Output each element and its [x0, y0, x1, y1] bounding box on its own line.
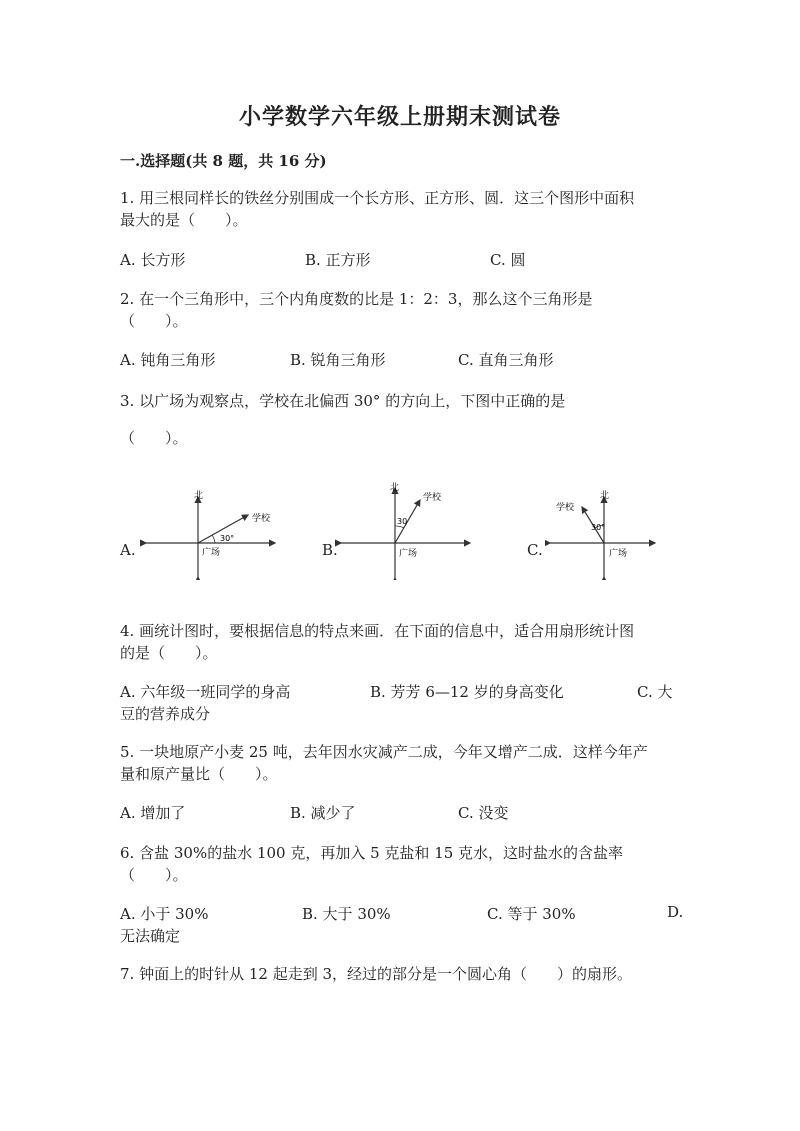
question-1-line-2: 最大的是（ ）。	[120, 211, 248, 229]
north-label: 北	[194, 491, 204, 501]
q2-option-a[interactable]: A. 钝角三角形	[120, 351, 216, 369]
question-5-line-2: 量和原产量比（ ）。	[120, 765, 278, 783]
square-label: 广场	[399, 549, 418, 559]
q3-option-b[interactable]: B.	[322, 541, 338, 559]
q5-option-b[interactable]: B. 减少了	[290, 804, 356, 822]
q3-diagram-c	[545, 485, 660, 580]
q3-option-c[interactable]: C.	[527, 541, 543, 559]
q5-option-a[interactable]: A. 增加了	[120, 804, 186, 822]
question-4-line-1: 4. 画统计图时，要根据信息的特点来画．在下面的信息中，适合用扇形统计图	[120, 622, 635, 640]
q3-option-a[interactable]: A.	[120, 541, 136, 559]
q4-option-c-continued: 豆的营养成分	[120, 705, 211, 723]
q6-option-d[interactable]: D.	[667, 903, 684, 921]
school-label: 学校	[556, 503, 575, 513]
question-5-line-1: 5. 一块地原产小麦 25 吨，去年因水灾减产二成，今年又增产二成．这样今年产	[120, 743, 648, 761]
q6-option-b[interactable]: B. 大于 30%	[302, 905, 391, 923]
question-7-line-1: 7. 钟面上的时针从 12 起走到 3，经过的部分是一个圆心角（ ）的扇形。	[120, 965, 633, 983]
school-label: 学校	[252, 514, 271, 524]
q3-diagram-a	[140, 485, 280, 580]
question-3-line-1: 3. 以广场为观察点，学校在北偏西 30° 的方向上，下图中正确的是	[120, 392, 566, 410]
question-2-line-1: 2. 在一个三角形中，三个内角度数的比是 1：2：3，那么这个三角形是	[120, 290, 593, 308]
angle-label: 30°	[591, 523, 606, 532]
square-label: 广场	[609, 549, 628, 559]
question-2-line-2: （ ）。	[120, 312, 188, 330]
q4-option-c[interactable]: C. 大	[637, 683, 673, 701]
north-label: 北	[600, 491, 610, 501]
school-label: 学校	[423, 493, 442, 503]
q6-option-a[interactable]: A. 小于 30%	[120, 905, 209, 923]
angle-label: 30	[397, 517, 408, 526]
angle-label: 30°	[220, 534, 235, 543]
q2-option-c[interactable]: C. 直角三角形	[458, 351, 554, 369]
q1-option-b[interactable]: B. 正方形	[305, 251, 371, 269]
q4-option-b[interactable]: B. 芳芳 6—12 岁的身高变化	[370, 683, 564, 701]
q2-option-b[interactable]: B. 锐角三角形	[290, 351, 386, 369]
q3-diagram-b	[335, 478, 475, 580]
q6-option-d-continued: 无法确定	[120, 927, 181, 945]
q1-option-c[interactable]: C. 圆	[490, 251, 526, 269]
question-6-line-2: （ ）。	[120, 866, 188, 884]
q6-option-c[interactable]: C. 等于 30%	[487, 905, 576, 923]
q5-option-c[interactable]: C. 没变	[458, 804, 509, 822]
question-1-line-1: 1. 用三根同样长的铁丝分别围成一个长方形、正方形、圆．这三个图形中面积	[120, 189, 635, 207]
question-4-line-2: 的是（ ）。	[120, 644, 218, 662]
north-label: 北	[390, 483, 400, 493]
question-6-line-1: 6. 含盐 30%的盐水 100 克，再加入 5 克盐和 15 克水，这时盐水的含盐率	[120, 844, 624, 862]
page-title: 小学数学六年级上册期末测试卷	[238, 104, 561, 130]
section-heading: 一.选择题(共 8 题，共 16 分)	[120, 152, 327, 170]
q1-option-a[interactable]: A. 长方形	[120, 251, 186, 269]
q4-option-a[interactable]: A. 六年级一班同学的身高	[120, 683, 291, 701]
question-3-line-2: （ ）。	[120, 429, 188, 447]
square-label: 广场	[202, 548, 221, 558]
